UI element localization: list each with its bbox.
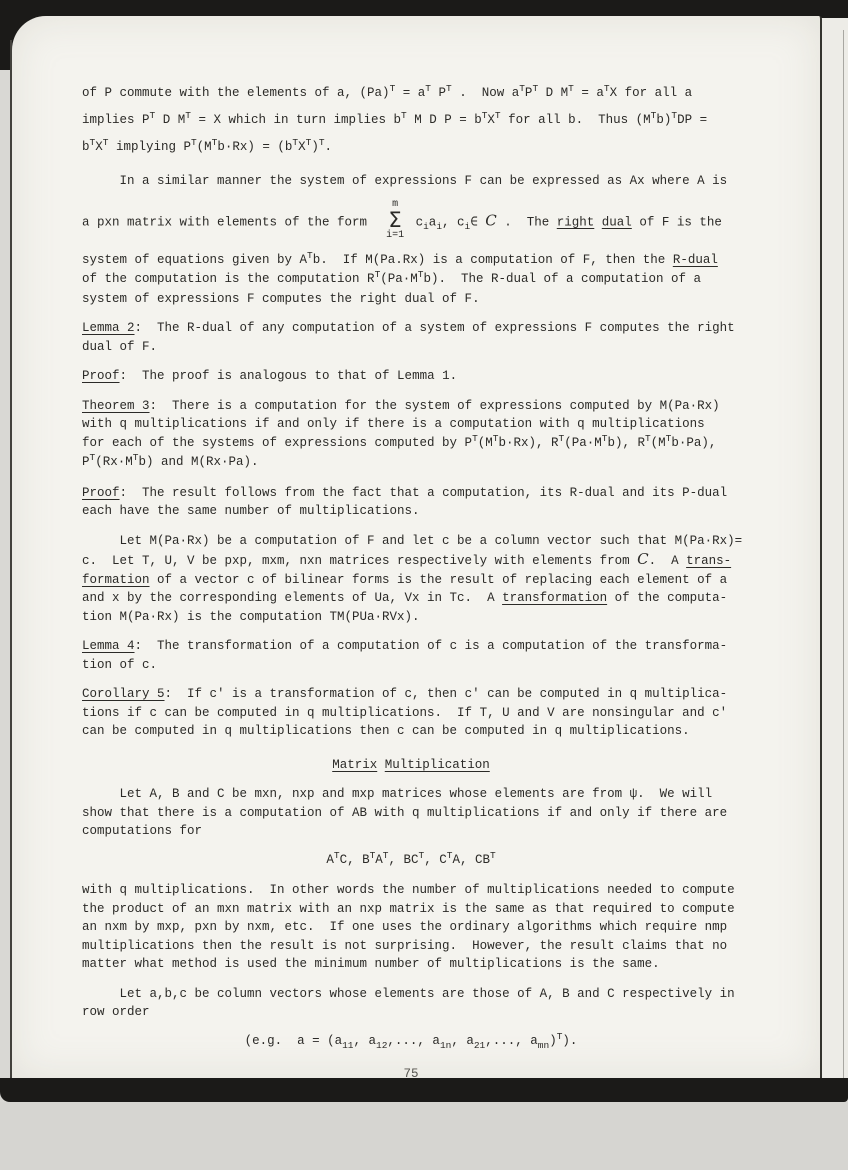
page-edge-margin	[822, 18, 848, 1078]
text-line: row order	[82, 1005, 150, 1019]
paragraph	[82, 484, 740, 521]
text-line: PT(Rx·MTb) and M(Rx·Pa).	[82, 452, 259, 469]
text-line: Matrix Multiplication	[332, 757, 490, 772]
paragraph	[82, 685, 740, 741]
section-heading	[82, 756, 740, 775]
text-line: tion M(Pa·Rx) is the computation TM(PUa·RVx).	[82, 609, 420, 624]
text-line: show that there is a computation of AB with q multiplications if and only if there are	[82, 805, 728, 820]
text-line: Proof: The result follows from the fact that a computation, its R-dual and its P-dual	[82, 485, 728, 500]
text-line: Proof: The proof is analogous to that of Lemma 1.	[82, 369, 458, 383]
text-line: formation of a vector c of bilinear forms is the result of replacing each element of a	[82, 572, 728, 587]
text-line: system of expressions F computes the right dual of F.	[82, 291, 480, 306]
page-number: 75	[403, 1067, 419, 1081]
text-line: Let a,b,c be column vectors whose elements are those of A, B and C respectively in	[82, 986, 735, 1001]
text-line: c. Let T, U, V be pxp, mxm, nxn matrices respectively with elements from C. A trans-	[82, 550, 732, 568]
paragraph	[82, 1032, 740, 1052]
text-line: tion of c.	[82, 657, 158, 672]
text-line: tions if c can be computed in q multiplications. If T, U and V are nonsingular and c'	[82, 705, 728, 720]
paragraph	[82, 397, 740, 473]
text-line: each have the same number of multiplications.	[82, 504, 420, 518]
text-line: and x by the corresponding elements of Ua, Vx in Tc. A transformation of the computa-	[82, 591, 728, 605]
paragraph	[82, 881, 740, 974]
text-line: Let M(Pa·Rx) be a computation of F and let c be a column vector such that M(Pa·Rx)=	[82, 533, 743, 548]
scan-bottom-band	[0, 1078, 848, 1102]
scanner-background	[0, 1102, 848, 1170]
text-line: (e.g. a = (a11, a12,..., a1n, a21,..., amn)T).	[244, 1030, 578, 1051]
paragraph	[82, 851, 740, 871]
page-text	[82, 80, 743, 1081]
paragraph	[82, 985, 740, 1022]
text-line: matter what method is used the minimum number of multiplications is the same.	[82, 957, 660, 971]
text-line: of the computation is the computation RT(Pa·MTb). The R-dual of a computation of a	[82, 269, 702, 286]
paragraph	[82, 637, 740, 674]
text-line: implies PT D MT = X which in turn implies bT M D P = bTXT for all b. Thus (MTb)TDP =	[82, 110, 708, 127]
text-line: Let A, B and C be mxn, nxp and mxp matrices whose elements are from ψ. We will	[82, 787, 713, 801]
paragraph	[82, 367, 740, 386]
paragraph	[82, 532, 743, 627]
text-line: Theorem 3: There is a computation for the system of expressions computed by M(Pa·Rx)	[82, 398, 720, 413]
text-line: can be computed in q multiplications then c can be computed in q multiplications.	[82, 724, 690, 738]
text-line: the product of an mxn matrix with an nxp matrix is the same as that required to compute	[82, 901, 735, 916]
paragraph	[82, 172, 740, 308]
text-line: with q multiplications. In other words the number of multiplications needed to compute	[82, 883, 735, 897]
text-line: In a similar manner the system of expressions F can be expressed as Ax where A is	[82, 174, 728, 188]
text-blocks	[82, 80, 743, 1051]
text-line: ATC, BTAT, BCT, CTA, CBT	[326, 849, 496, 867]
text-line: bTXT implying PT(MTb·Rx) = (bTXT)T.	[82, 137, 333, 154]
text-line: for each of the systems of expressions computed by PT(MTb·Rx), RT(Pa·MTb), RT(MTb·Pa),	[82, 432, 717, 450]
paragraph	[82, 319, 740, 356]
paragraph	[82, 80, 740, 161]
text-line: of P commute with the elements of a, (Pa)T = aT PT . Now aTPT D MT = aTX for all a	[82, 83, 693, 100]
text-line: multiplications then the result is not surprising. However, the result claims that no	[82, 938, 728, 953]
text-line: an nxm by mxp, pxn by nxm, etc. If one uses the ordinary algorithms which require nmp	[82, 920, 728, 934]
text-line: computations for	[82, 824, 203, 838]
text-line: system of equations given by ATb. If M(Pa.Rx) is a computation of F, then the R-dual	[82, 249, 718, 267]
text-line: dual of F.	[82, 339, 158, 354]
page-edge-line	[843, 30, 844, 1078]
summation-symbol: m Σ i=1	[386, 198, 405, 241]
text-line: Lemma 4: The transformation of a computation of c is a computation of the transforma-	[82, 639, 728, 653]
text-line: Lemma 2: The R-dual of any computation of a system of expressions F computes the right	[82, 321, 735, 335]
binding-gutter-line	[10, 40, 12, 1078]
text-line: a pxn matrix with elements of the form m Σ i=1 ciai, ci∈ C . The right dual of F is the	[82, 198, 722, 241]
text-line: Corollary 5: If c' is a transformation of c, then c' can be computed in q multiplica-	[82, 687, 728, 701]
text-line: with q multiplications if and only if there is a computation with q multiplications	[82, 417, 705, 431]
paragraph	[82, 785, 740, 841]
